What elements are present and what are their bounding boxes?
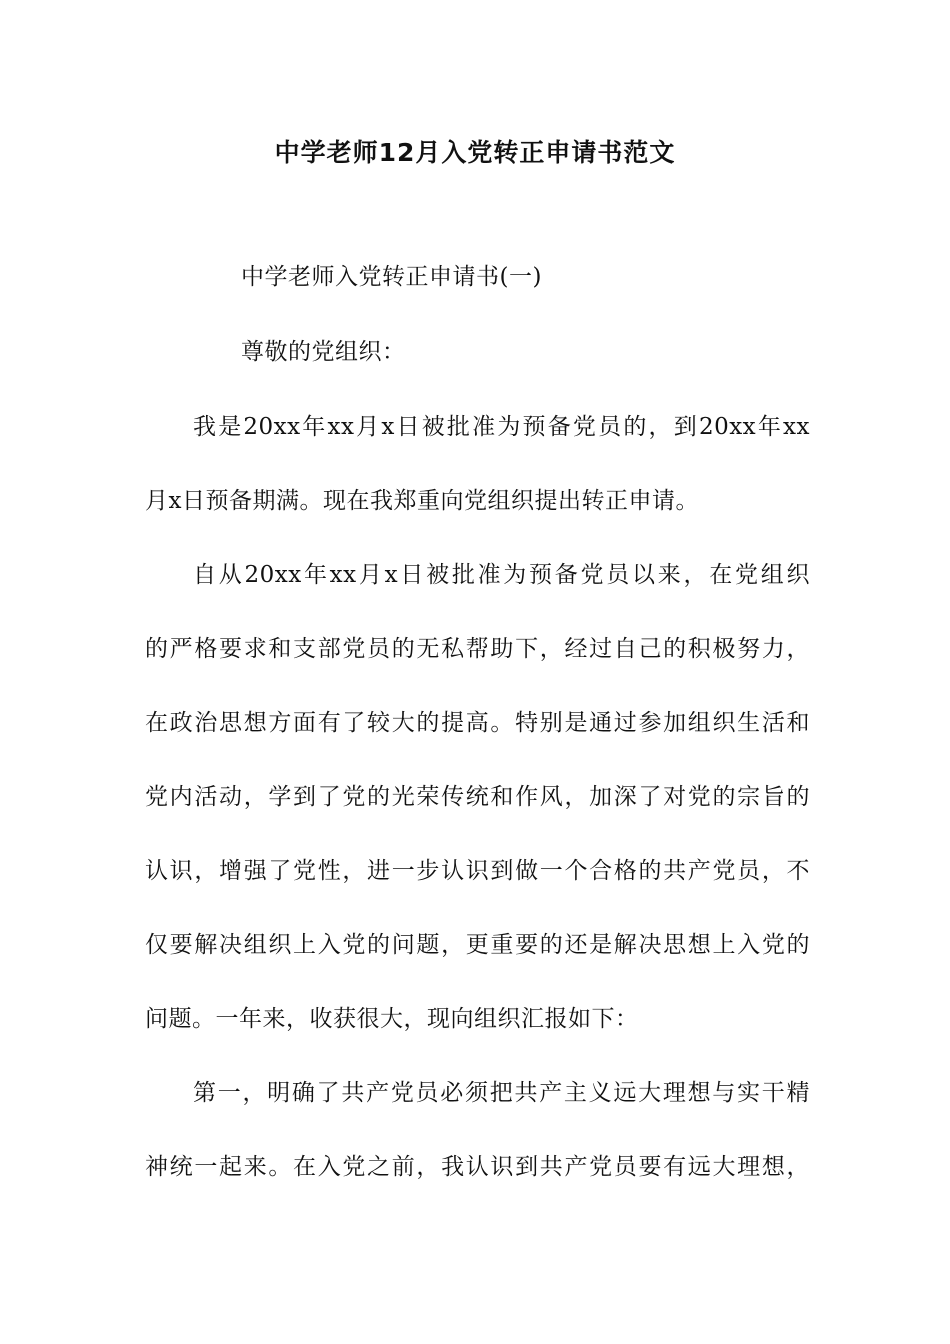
paragraph-line: 问题。一年来，收获很大，现向组织汇报如下： [145, 1006, 639, 1032]
paragraph-line: 第一，明确了共产党员必须把共产主义远大理想与实干精 [193, 1080, 810, 1106]
salutation: 尊敬的党组织： [241, 339, 406, 365]
paragraph-line: 月x日预备期满。现在我郑重向党组织提出转正申请。 [145, 488, 699, 514]
paragraph-line: 认识，增强了党性，进一步认识到做一个合格的共产党员，不 [145, 858, 810, 884]
paragraph-line: 的严格要求和支部党员的无私帮助下，经过自己的积极努力， [145, 636, 810, 662]
paragraph-line: 仅要解决组织上入党的问题，更重要的还是解决思想上入党的 [145, 932, 810, 958]
paragraph-line: 我是20xx年xx月x日被批准为预备党员的，到20xx年xx [193, 414, 810, 440]
document-title: 中学老师12月入党转正申请书范文 [274, 138, 676, 167]
section-heading: 中学老师入党转正申请书(一) [241, 264, 542, 290]
paragraph-line: 党内活动，学到了党的光荣传统和作风，加深了对党的宗旨的 [145, 784, 810, 810]
paragraph-line: 在政治思想方面有了较大的提高。特别是通过参加组织生活和 [145, 710, 810, 736]
paragraph-line: 神统一起来。在入党之前，我认识到共产党员要有远大理想， [145, 1154, 810, 1180]
paragraph-line: 自从20xx年xx月x日被批准为预备党员以来，在党组织 [193, 562, 810, 588]
